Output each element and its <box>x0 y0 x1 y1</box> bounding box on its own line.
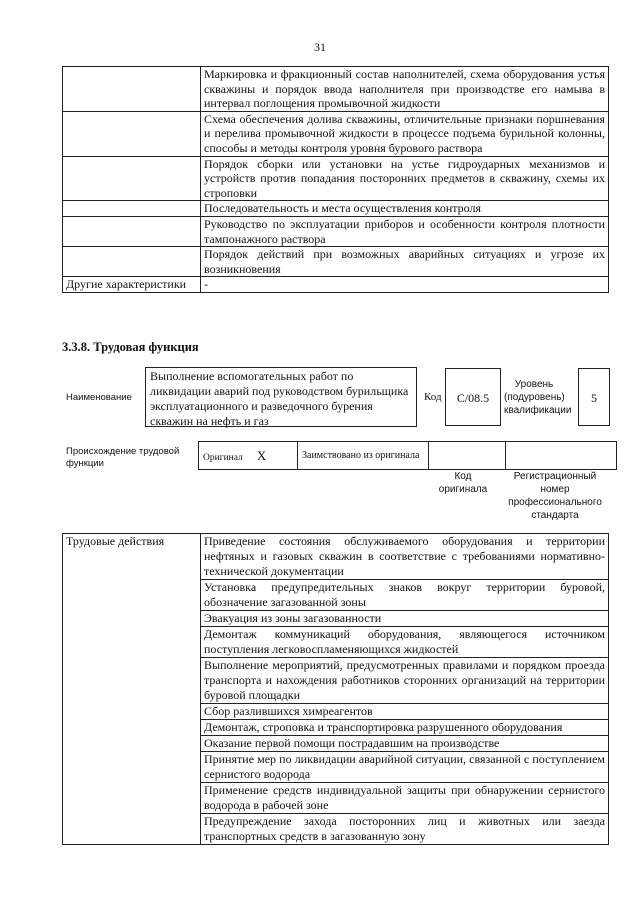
code-label: Код <box>424 391 442 403</box>
labor-actions-label: Трудовые действия <box>63 534 201 845</box>
labor-action-item: Выполнение мероприятий, предусмотренных правилами и порядком проезда транспорта и нахождения работников сторонних организаций на территории буровой площадки <box>201 658 609 704</box>
registration-number-cell <box>506 442 617 470</box>
original-mark: X <box>256 447 267 463</box>
labor-action-item: Оказание первой помощи пострадавшим на производстве <box>201 736 609 752</box>
code-of-original-cell <box>429 442 506 470</box>
qualification-level-value: 5 <box>578 368 610 426</box>
origin-label: Происхождение трудовой функции <box>66 446 180 469</box>
row-label <box>63 247 201 277</box>
table-row <box>63 534 609 580</box>
row-text: Руководство по эксплуатации приборов и особенности контроля плотности тампонажного раствора <box>201 216 609 246</box>
function-name-value: Выполнение вспомогательных работ по ликвидации аварий под руководством бурильщика эксплуатационного и разведочного бурения скважин на нефть и газ <box>145 367 417 427</box>
row-label <box>63 201 201 217</box>
labor-action-item: Сбор разлившихся химреагентов <box>201 704 609 720</box>
labor-actions-table <box>62 533 609 845</box>
labor-action-item: Эвакуация из зоны загазованности <box>201 611 609 627</box>
table-row <box>63 111 609 156</box>
labor-action-item: Принятие мер по ликвидации аварийной ситуации, связанной с поступлением сернистого водорода <box>201 752 609 783</box>
other-characteristics-label: Другие характеристики <box>63 277 201 293</box>
other-characteristics-value: - <box>201 277 609 293</box>
original-label: Оригинал <box>203 452 243 463</box>
code-of-original-label: Код оригинала <box>438 471 488 495</box>
labor-action-item: Демонтаж, строповка и транспортировка разрушенного оборудования <box>201 720 609 736</box>
registration-number-label: Регистрационный номер профессионального стандарта <box>508 471 602 521</box>
table-row <box>63 216 609 246</box>
row-text: Маркировка и фракционный состав наполнителей, схема оборудования устья скважины и порядок ввода наполнителя при производстве его намыва в интервал поглощения промывочной жидкости <box>201 67 609 112</box>
labor-action-item: Применение средств индивидуальной защиты при обнаружении сернистого водорода в рабочей зоне <box>201 783 609 814</box>
qualification-level-label: Уровень (подуровень) квалификации <box>504 379 572 416</box>
row-label <box>63 156 201 201</box>
name-label: Наименование <box>66 392 132 403</box>
row-label <box>63 67 201 112</box>
section-title: 3.3.8. Трудовая функция <box>62 340 199 354</box>
table-row <box>63 201 609 217</box>
row-label <box>63 111 201 156</box>
origin-table <box>198 441 617 470</box>
labor-action-item: Предупреждение захода посторонних лиц и животных или заезда транспортных средств в загазованную зону <box>201 814 609 845</box>
labor-action-item: Установка предупредительных знаков вокруг территории буровой, обозначение загазованной зоны <box>201 580 609 611</box>
table-row <box>63 277 609 293</box>
table-row <box>63 156 609 201</box>
table-row <box>63 67 609 112</box>
row-text: Порядок сборки или установки на устье гидроударных механизмов и устройств против попадания посторонних предметов в скважину, схемы их строповки <box>201 156 609 201</box>
table-row <box>63 247 609 277</box>
row-text: Схема обеспечения долива скважины, отличительные признаки поршневания и перелива промывочной жидкости в процессе подъема бурильной колонны, способы и методы контроля уровня бурового раствора <box>201 111 609 156</box>
row-text: Последовательность и места осуществления контроля <box>201 201 609 217</box>
row-label <box>63 216 201 246</box>
borrowed-label: Заимствовано из оригинала <box>298 442 429 470</box>
original-cell <box>199 442 298 470</box>
row-text: Порядок действий при возможных аварийных ситуациях и угрозе их возникновения <box>201 247 609 277</box>
labor-action-item: Демонтаж коммуникаций оборудования, являющегося источником поступления легковоспламеняющихся жидкостей <box>201 627 609 658</box>
knowledge-continuation-table <box>62 66 609 293</box>
page-number: 31 <box>314 40 326 54</box>
labor-action-item: Приведение состояния обслуживаемого оборудования и территории нефтяных и газовых скважин в соответствие с требованиями нормативно-технической документации <box>201 534 609 580</box>
function-code-value: C/08.5 <box>445 368 501 426</box>
